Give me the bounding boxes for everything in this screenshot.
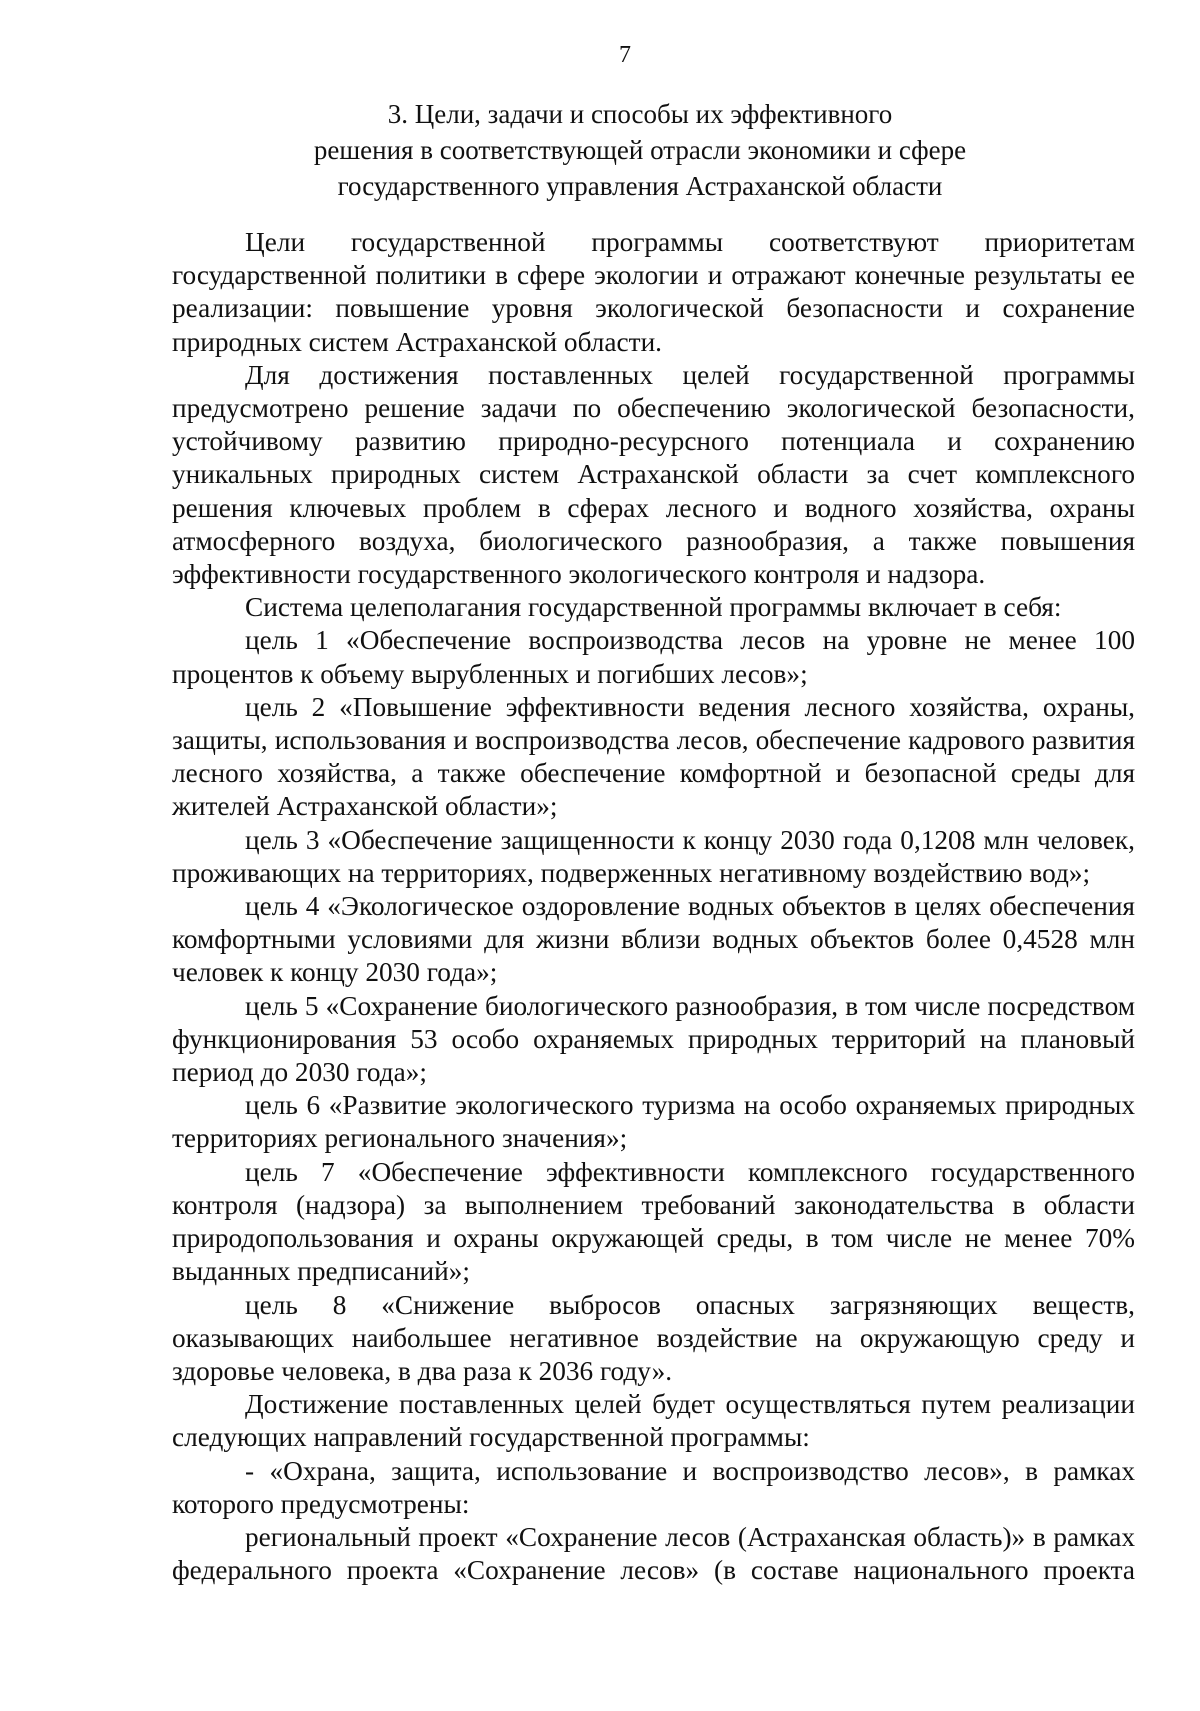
goal-4: цель 4 «Экологическое оздоровление водных объектов в целях обеспечения комфортными условиями для жизни вблизи водных объектов более 0,4528 млн человек к концу 2030 года»;	[172, 891, 1135, 988]
goal-7: цель 7 «Обеспечение эффективности комплексного государственного контроля (надзора) за выполнением требований законодательства в области природопользования и охраны окружающей среды, в том числе не менее 70% выданных предписаний»;	[172, 1156, 1135, 1287]
paragraph-directions: Достижение поставленных целей будет осуществляться путем реализации следующих направлений государственной программы:	[172, 1389, 1135, 1453]
paragraph-goal-system: Система целеполагания государственной программы включает в себя:	[245, 592, 1062, 623]
goal-6: цель 6 «Развитие экологического туризма на особо охраняемых природных территориях регионального значения»;	[172, 1090, 1135, 1154]
goal-2: цель 2 «Повышение эффективности ведения лесного хозяйства, охраны, защиты, использования и воспроизводства лесов, обеспечение кадрового развития лесного хозяйства, а также обеспечение комфортной и безопасной среды для жителей Астраханской области»;	[172, 691, 1135, 822]
goal-1: цель 1 «Обеспечение воспроизводства лесов на уровне не менее 100 процентов к объему вырубленных и погибших лесов»;	[172, 625, 1135, 689]
paragraph-tasks: Для достижения поставленных целей государственной программы предусмотрено решение задачи по обеспечению экологической безопасности, устойчивому развитию природно-ресурсного потенциала и сохранению уникальных природных систем Астраханской области за счет комплексного решения ключевых проблем в сферах лесного и водного хозяйства, охраны атмосферного воздуха, биологического разнообразия, а также повышения эффективности государственного экологического контроля и надзора.	[172, 359, 1135, 590]
goal-8: цель 8 «Снижение выбросов опасных загрязняющих веществ, оказывающих наибольшее негативное воздействие на окружающую среду и здоровье человека, в два раза к 2036 году».	[172, 1289, 1135, 1386]
heading-line: государственного управления Астраханской области	[337, 171, 943, 201]
goal-5: цель 5 «Сохранение биологического разнообразия, в том числе посредством функционирования 53 особо охраняемых природных территорий на плановый период до 2030 года»;	[172, 990, 1135, 1088]
goal-3: цель 3 «Обеспечение защищенности к концу 2030 года 0,1208 млн человек, проживающих на территориях, подверженных негативному воздействию вод»;	[172, 824, 1135, 888]
heading-line: 3. Цели, задачи и способы их эффективного	[387, 99, 893, 129]
body-text	[172, 226, 1135, 1587]
regional-project: региональный проект «Сохранение лесов (Астраханская область)» в рамках федерального проекта «Сохранение лесов» (в составе национального проекта	[172, 1521, 1135, 1586]
direction-item: - «Охрана, защита, использование и воспроизводство лесов», в рамках которого предусмотрены:	[172, 1455, 1135, 1519]
heading-line: решения в соответствующей отрасли экономики и сфере	[313, 135, 967, 165]
paragraph-intro: Цели государственной программы соответствуют приоритетам государственной политики в сфере экологии и отражают конечные результаты ее реализации: повышение уровня экологической безопасности и сохранение природных систем Астраханской области.	[172, 227, 1135, 357]
page-number: 7	[619, 42, 631, 68]
section-heading	[250, 96, 1030, 204]
